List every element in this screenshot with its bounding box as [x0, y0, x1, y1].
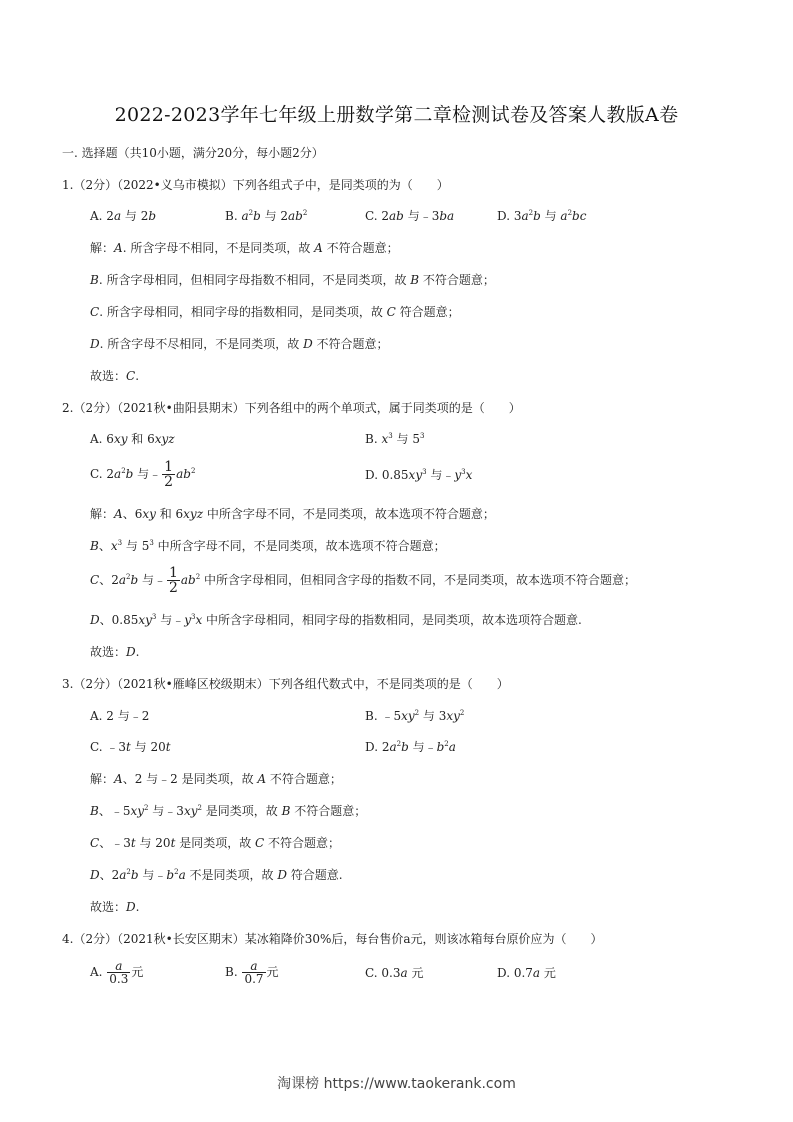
q1-option-b: B. $a^2b$ 与 $2ab^2$	[225, 209, 308, 223]
section-heading: 一. 选择题（共10小题，满分20分，每小题2分）	[62, 146, 324, 160]
q4-option-b: B. $\frac{a}{0.7}$ 元	[225, 959, 279, 986]
q3-option-c: C. ﹣3t 与 20t	[90, 740, 171, 754]
q1-solution-4: D. 所含字母不尽相同，不是同类项，故 D 不符合题意；	[90, 337, 389, 351]
q2-option-d: D. $0.85xy^3$ 与$﹣y^3x$	[365, 468, 473, 482]
q2-solution-4: D、$0.85xy^3$ 与$﹣y^3x$ 中所含字母相同，相同字母的指数相同，是同类项，故本选项符合题意.	[90, 613, 582, 627]
q2-answer: 故选：D.	[90, 645, 140, 659]
q1-solution-3: C. 所含字母相同，相同字母的指数相同，是同类项，故 C 符合题意；	[90, 305, 460, 319]
q2-option-a: A. 6xy 和 6xyz	[90, 432, 175, 446]
q1-solution-1: 解：A. 所含字母不相同，不是同类项，故 A 不符合题意；	[90, 241, 399, 255]
q2-solution-3: C、$2a^2b$ 与﹣ $\frac{1}{2}$ $ab^2$ 中所含字母相同，但相同含字母的指数不同，不是同类项，故本选项不符合题意；	[90, 565, 637, 596]
q1-solution-2: B. 所含字母相同，但相同字母指数不相同，不是同类项，故 B 不符合题意；	[90, 273, 495, 287]
q3-option-d: D. $2a^2b$ 与$﹣b^2a$	[365, 740, 456, 754]
question-1-stem: 1.（2分）（2022•义乌市模拟）下列各组式子中，是同类项的为（ ）	[62, 178, 449, 192]
q3-solution-2: B、$﹣5xy^2$ 与$﹣3xy^2$ 是同类项，故 B 不符合题意；	[90, 804, 367, 818]
question-4-stem: 4.（2分）（2021秋•长安区期末）某冰箱降价30%后，每台售价a元，则该冰箱每台原价应为（ ）	[62, 932, 603, 946]
q2-option-c: C. $2a^2b$ 与﹣ $\frac{1}{2}$ $ab^2$	[90, 459, 196, 490]
q2-solution-2: B、$x^3$ 与 $5^3$ 中所含字母不同，不是同类项，故本选项不符合题意；	[90, 539, 446, 553]
q3-option-b: B. $﹣5xy^2$ 与 $3xy^2$	[365, 709, 465, 723]
q2-option-b: B. $x^3$ 与 $5^3$	[365, 432, 425, 446]
q3-solution-1: 解：A、2 与﹣2 是同类项，故 A 不符合题意；	[90, 772, 342, 786]
q3-option-a: A. 2 与﹣2	[90, 709, 150, 723]
q4-option-a: A. $\frac{a}{0.3}$ 元	[90, 959, 144, 986]
q3-answer: 故选：D.	[90, 900, 140, 914]
question-2-stem: 2.（2分）（2021秋•曲阳县期末）下列各组中的两个单项式，属于同类项的是（ ）	[62, 401, 521, 415]
q4-option-c: C. 0.3a 元	[365, 966, 424, 980]
footer-watermark: 淘课榜 https://www.taokerank.com	[277, 1076, 516, 1092]
q1-option-a: A. 2a 与 2b	[90, 209, 157, 223]
q1-option-c: C. 2ab 与﹣3ba	[365, 209, 455, 223]
q3-solution-3: C、﹣3t 与 20t 是同类项，故 C 不符合题意；	[90, 836, 341, 850]
question-3-stem: 3.（2分）（2021秋•雁峰区校级期末）下列各组代数式中，不是同类项的是（ ）	[62, 677, 509, 691]
q2-solution-1: 解：A、6xy 和 6xyz 中所含字母不同，不是同类项，故本选项不符合题意；	[90, 507, 495, 521]
q1-option-d: D. $3a^2b$ 与 $a^2bc$	[497, 209, 587, 223]
q3-solution-4: D、$2a^2b$ 与$﹣b^2a$ 不是同类项，故 D 符合题意.	[90, 868, 343, 882]
page-title: 2022-2023学年七年级上册数学第二章检测试卷及答案人教版A卷	[114, 104, 679, 126]
q4-option-d: D. 0.7a 元	[497, 966, 556, 980]
q1-answer: 故选：C.	[90, 369, 140, 383]
